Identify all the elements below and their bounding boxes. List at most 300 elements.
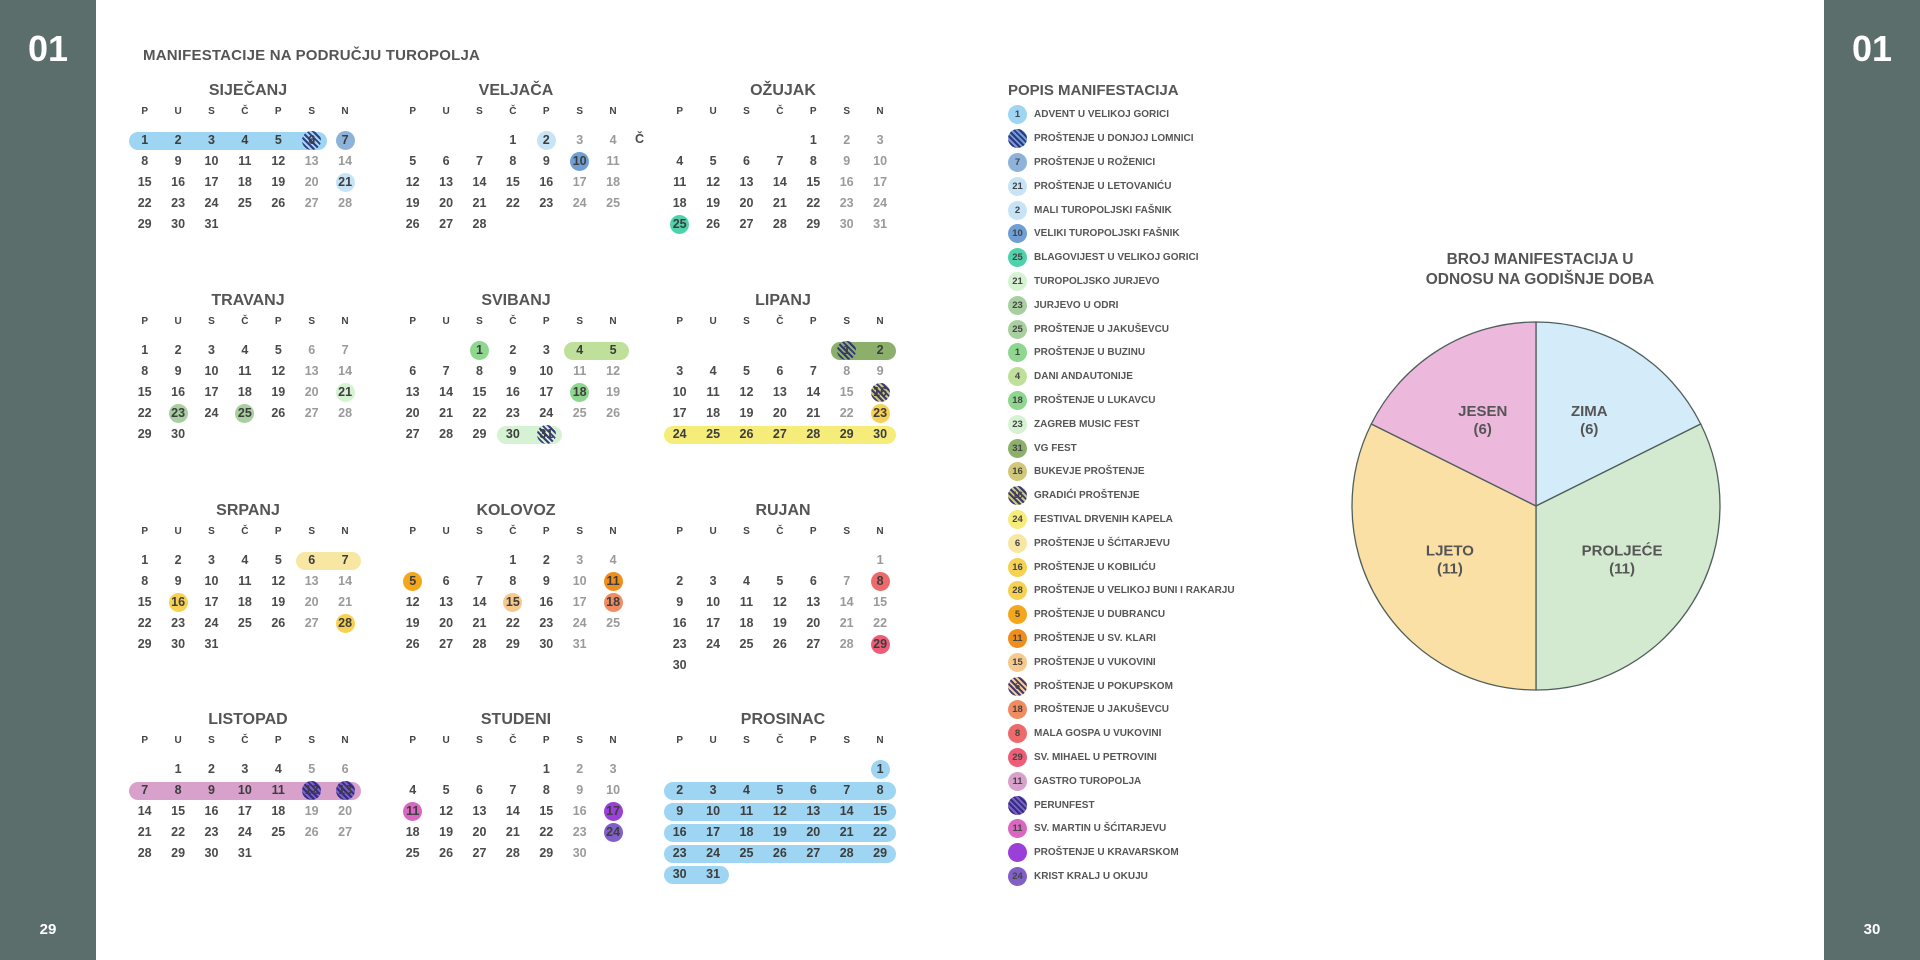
- calendar-day: 20: [806, 825, 821, 839]
- calendar-day: 13: [806, 595, 821, 609]
- legend-event-name: PROŠTENJE U SV. KLARI: [1034, 632, 1156, 644]
- calendar-day: 30: [672, 867, 687, 881]
- month-name: KOLOVOZ: [476, 502, 556, 519]
- calendar-day: [161, 592, 194, 613]
- weekday-label: S: [208, 316, 215, 327]
- calendar-day: 10: [672, 385, 687, 399]
- weekday-label: P: [542, 735, 550, 746]
- calendar-day: 5: [776, 574, 784, 588]
- legend-color-badge: [1008, 796, 1027, 815]
- calendar-day: 3: [876, 133, 884, 147]
- weekday-label: S: [576, 735, 583, 746]
- calendar-day: [161, 403, 194, 424]
- calendar-day: 18: [739, 616, 754, 630]
- calendar-day: 4: [709, 364, 717, 378]
- calendar-day: 22: [137, 406, 152, 420]
- calendar-day: [863, 759, 896, 780]
- pie-label-name: PROLJEĆE: [1581, 542, 1663, 560]
- calendar-day: 14: [472, 595, 487, 609]
- event-day-marker: 1: [470, 341, 489, 360]
- calendar-day: 18: [739, 825, 754, 839]
- event-day-marker: 31: [537, 425, 556, 444]
- weekday-label: U: [174, 526, 182, 537]
- calendar-day: 11: [706, 385, 720, 399]
- event-day-marker: 23: [169, 404, 188, 423]
- calendar-day: 9: [576, 783, 584, 797]
- calendar-day: 19: [739, 406, 754, 420]
- weekday-label: S: [743, 316, 750, 327]
- calendar-day: 20: [304, 385, 319, 399]
- calendar-day: 15: [539, 804, 554, 818]
- calendar-day: 24: [204, 616, 219, 630]
- calendar-day: 15: [873, 804, 888, 818]
- calendar-day: 5: [308, 762, 316, 776]
- month-ožujak: [663, 82, 903, 256]
- weekday-label: S: [476, 316, 483, 327]
- calendar-day: 1: [809, 133, 817, 147]
- calendar-day: 24: [204, 196, 219, 210]
- month-name: PROSINAC: [740, 711, 826, 728]
- month-lipanj: [663, 292, 903, 466]
- weekday-label: S: [843, 526, 850, 537]
- calendar-day: 30: [171, 637, 186, 651]
- calendar-day: 16: [204, 804, 219, 818]
- weekday-label: Č: [509, 106, 517, 117]
- legend-color-badge: 11: [1008, 819, 1027, 838]
- calendar-day: 5: [743, 364, 750, 378]
- month-studeni: [396, 711, 636, 885]
- calendar-day: 2: [676, 783, 684, 797]
- day-grid: [663, 130, 903, 256]
- weekday-label: P: [809, 106, 817, 117]
- day-grid: [128, 759, 368, 885]
- weekday-label: Č: [776, 526, 784, 537]
- calendar-day: 10: [873, 154, 888, 168]
- calendar-day: 8: [141, 574, 149, 588]
- calendar-day: 9: [509, 364, 517, 378]
- weekday-label: S: [476, 526, 483, 537]
- legend-event-name: PROŠTENJE U KOBILIĆU: [1034, 561, 1156, 573]
- day-grid: [663, 550, 903, 676]
- legend-event-name: PROŠTENJE U LETOVANIĆU: [1034, 180, 1172, 192]
- calendar-day: 22: [806, 196, 821, 210]
- calendar-day: 3: [609, 762, 617, 776]
- pie-label-name: ZIMA: [1570, 402, 1608, 420]
- event-day-marker: 13: [336, 781, 355, 800]
- legend-event-name: SV. MARTIN U ŠĆITARJEVU: [1034, 823, 1167, 835]
- calendar-day: 15: [472, 385, 487, 399]
- calendar-day: 11: [739, 804, 754, 818]
- calendar-day: 8: [141, 364, 149, 378]
- calendar-day: 21: [472, 616, 487, 630]
- calendar-day: 20: [439, 616, 454, 630]
- calendar-day: [530, 130, 563, 151]
- calendar-day: 6: [308, 343, 316, 357]
- legend-color-badge: 28: [1008, 581, 1027, 600]
- month-name: TRAVANJ: [211, 292, 285, 309]
- calendar-day: 23: [672, 637, 687, 651]
- calendar-day: 29: [137, 637, 152, 651]
- legend-color-badge: 4: [1008, 367, 1027, 386]
- calendar-day: 7: [809, 364, 817, 378]
- calendar-day: [328, 172, 361, 193]
- pie-title-line2: ODNOSU NA GODIŠNJE DOBA: [1425, 271, 1655, 288]
- legend-item: [1008, 198, 1308, 222]
- calendar-day: 26: [439, 846, 454, 860]
- legend-event-name: ADVENT U VELIKOJ GORICI: [1034, 109, 1170, 121]
- calendar-day: 10: [606, 783, 621, 797]
- calendar-day: 29: [472, 427, 487, 441]
- month-siječanj: [128, 82, 368, 256]
- legend-color-badge: 23: [1008, 415, 1027, 434]
- calendar-day: 28: [137, 846, 152, 860]
- stray-weekday-char: Č: [635, 132, 645, 146]
- weekday-label: U: [709, 316, 717, 327]
- legend-color-badge: 6: [1008, 534, 1027, 553]
- calendar-day: 28: [472, 637, 487, 651]
- calendar-day: 21: [806, 406, 821, 420]
- event-day-marker: 18: [570, 383, 589, 402]
- calendar-day: 12: [606, 364, 621, 378]
- calendar-day: 5: [609, 343, 617, 357]
- weekday-label: N: [341, 526, 349, 537]
- calendar-day: 23: [171, 616, 186, 630]
- calendar-day: 13: [405, 385, 420, 399]
- calendar-day: [563, 382, 596, 403]
- legend-event-name: FESTIVAL DRVENIH KAPELA: [1034, 513, 1173, 525]
- calendar-day: 31: [706, 867, 721, 881]
- calendar-day: 14: [839, 804, 854, 818]
- weekday-label: U: [709, 735, 717, 746]
- weekday-label: P: [141, 316, 149, 327]
- page-title: MANIFESTACIJE NA PODRUČJU TUROPOLJA: [143, 47, 481, 64]
- calendar-day: 2: [174, 553, 182, 567]
- calendar-day: 18: [237, 595, 252, 609]
- weekday-label: N: [609, 526, 617, 537]
- weekday-label: S: [208, 735, 215, 746]
- calendar-day: 21: [338, 595, 353, 609]
- calendar-day: 24: [706, 637, 721, 651]
- event-day-marker: 10: [570, 152, 589, 171]
- calendar-day: 30: [539, 637, 554, 651]
- day-grid: [396, 340, 636, 466]
- legend-item: [1008, 769, 1308, 793]
- calendar-day: 17: [539, 385, 554, 399]
- weekday-label: P: [542, 526, 550, 537]
- weekday-label: P: [676, 106, 684, 117]
- legend-event-name: MALI TUROPOLJSKI FAŠNIK: [1034, 204, 1172, 216]
- calendar-day: 6: [341, 762, 349, 776]
- weekday-label: P: [676, 526, 684, 537]
- day-grid: [663, 340, 903, 466]
- calendar-day: 23: [204, 825, 219, 839]
- calendar-day: 31: [204, 637, 219, 651]
- weekday-label: N: [341, 106, 349, 117]
- calendar-day: 21: [137, 825, 152, 839]
- calendar-day: 7: [341, 553, 349, 567]
- weekday-label: P: [409, 106, 417, 117]
- legend-item: [1008, 222, 1308, 246]
- calendar-day: 3: [208, 133, 215, 147]
- legend-item: [1008, 555, 1308, 579]
- month-name: LISTOPAD: [208, 711, 288, 728]
- legend-event-name: PROŠTENJE U LUKAVCU: [1034, 394, 1156, 406]
- legend-event-name: BUKEVJE PROŠTENJE: [1034, 466, 1145, 478]
- calendar-day: 10: [204, 574, 219, 588]
- calendar-day: 3: [241, 762, 249, 776]
- calendar-day: 14: [505, 804, 520, 818]
- legend-color-badge: 1: [1008, 343, 1027, 362]
- calendar-day: 9: [174, 154, 182, 168]
- legend-color-badge: 25: [1008, 320, 1027, 339]
- weekday-label: S: [743, 735, 750, 746]
- weekday-label: N: [341, 316, 349, 327]
- calendar-day: 4: [676, 154, 684, 168]
- calendar-day: [496, 592, 529, 613]
- calendar-day: 29: [137, 427, 152, 441]
- month-srpanj: [128, 502, 368, 676]
- calendar-day: 2: [843, 133, 851, 147]
- weekday-header: [663, 526, 903, 540]
- calendar-day: 21: [772, 196, 787, 210]
- legend-event-name: PROŠTENJE U POKUPSKOM: [1034, 680, 1173, 692]
- calendar-day: 19: [271, 385, 286, 399]
- calendar-day: 7: [476, 154, 483, 168]
- pie-title-line1: BROJ MANIFESTACIJA U: [1446, 251, 1634, 268]
- calendar-day: 3: [709, 783, 717, 797]
- calendar-day: 5: [709, 154, 717, 168]
- event-day-marker: 5: [403, 572, 422, 591]
- calendar-day: 21: [439, 406, 454, 420]
- calendar-day: 17: [572, 595, 587, 609]
- calendar-day: 6: [308, 553, 316, 567]
- chapter-number-right: 01: [1851, 28, 1893, 69]
- calendar-day: 29: [806, 217, 821, 231]
- weekday-header: [396, 316, 636, 330]
- calendar-day: 26: [606, 406, 621, 420]
- legend-event-name: GASTRO TUROPOLJA: [1034, 775, 1142, 787]
- calendar-day: 9: [843, 154, 851, 168]
- weekday-label: Č: [241, 106, 249, 117]
- legend-item: [1008, 531, 1308, 555]
- calendar-day: 7: [476, 574, 483, 588]
- weekday-label: P: [676, 735, 684, 746]
- legend-event-name: VELIKI TUROPOLJSKI FAŠNIK: [1034, 228, 1180, 240]
- calendar-day: 31: [873, 217, 888, 231]
- pie-label-count: (6): [1580, 420, 1599, 438]
- calendar-day: 14: [772, 175, 787, 189]
- weekday-header: [396, 735, 636, 749]
- weekday-label: P: [809, 526, 817, 537]
- calendar-day: 17: [706, 616, 721, 630]
- month-travanj: [128, 292, 368, 466]
- month-svibanj: [396, 292, 636, 466]
- weekday-label: S: [308, 106, 315, 117]
- calendar-day: 11: [673, 175, 687, 189]
- legend-event-name: PROŠTENJE U KRAVARSKOM: [1034, 847, 1179, 859]
- calendar-day: 30: [873, 427, 888, 441]
- legend-item: [1008, 698, 1308, 722]
- calendar-day: 7: [341, 343, 349, 357]
- calendar-day: 30: [204, 846, 219, 860]
- calendar-day: 24: [237, 825, 252, 839]
- calendar-day: 26: [405, 217, 420, 231]
- legend-item: [1008, 841, 1308, 865]
- calendar-day: 6: [442, 574, 450, 588]
- calendar-day: 8: [509, 154, 517, 168]
- weekday-label: P: [274, 316, 282, 327]
- calendar-day: 10: [539, 364, 554, 378]
- calendar-day: 29: [839, 427, 854, 441]
- calendar-day: [830, 340, 863, 361]
- weekday-label: Č: [241, 735, 249, 746]
- month-name: SIJEČANJ: [208, 82, 288, 99]
- calendar-day: 8: [542, 783, 550, 797]
- weekday-label: S: [843, 735, 850, 746]
- calendar-day: 25: [739, 637, 754, 651]
- calendar-day: 15: [806, 175, 821, 189]
- legend-item: [1008, 627, 1308, 651]
- calendar-day: 22: [539, 825, 554, 839]
- calendar-day: 10: [204, 154, 219, 168]
- calendar-day: 14: [338, 364, 353, 378]
- calendar-day: 9: [208, 783, 215, 797]
- calendar-day: 18: [606, 175, 621, 189]
- legend-item: [1008, 103, 1308, 127]
- legend-event-name: PROŠTENJE U ROŽENICI: [1034, 156, 1156, 168]
- calendar-day: 1: [509, 133, 517, 147]
- calendar-day: 12: [271, 364, 286, 378]
- month-name: SRPANJ: [216, 502, 280, 519]
- month-name: STUDENI: [480, 711, 552, 728]
- calendar-day: [863, 634, 896, 655]
- calendar-day: 27: [739, 217, 754, 231]
- pie-label-name: JESEN: [1458, 402, 1508, 420]
- weekday-label: N: [876, 735, 884, 746]
- event-day-marker: 11: [604, 572, 623, 591]
- legend-color-badge: 16: [1008, 486, 1027, 505]
- calendar-day: 13: [772, 385, 787, 399]
- calendar-day: 11: [238, 574, 252, 588]
- calendar-day: 7: [843, 783, 851, 797]
- calendar-day: 28: [439, 427, 454, 441]
- month-name: SVIBANJ: [481, 292, 551, 309]
- weekday-label: S: [208, 106, 215, 117]
- legend-event-name: DANI ANDAUTONIJE: [1034, 371, 1133, 383]
- calendar-day: 1: [141, 133, 149, 147]
- legend-event-name: MALA GOSPA U VUKOVINI: [1034, 728, 1162, 740]
- legend-event-name: ZAGREB MUSIC FEST: [1034, 418, 1140, 430]
- calendar-day: 17: [706, 825, 721, 839]
- calendar-day: 16: [505, 385, 520, 399]
- calendar-day: 5: [776, 783, 784, 797]
- legend-item: [1008, 817, 1308, 841]
- chapter-number-left: 01: [27, 28, 69, 69]
- calendar-day: 13: [472, 804, 487, 818]
- day-grid: [128, 130, 368, 256]
- calendar-day: 19: [304, 804, 319, 818]
- calendar-day: 20: [338, 804, 353, 818]
- calendar-day: 2: [509, 343, 517, 357]
- right-margin-bar: [1824, 0, 1920, 960]
- calendar-day: 30: [171, 217, 186, 231]
- pie-label-count: (11): [1437, 560, 1463, 578]
- calendar-day: 23: [539, 616, 554, 630]
- legend-event-name: PROŠTENJE U VUKOVINI: [1034, 656, 1156, 668]
- calendar-day: 13: [439, 595, 454, 609]
- month-prosinac: [663, 711, 903, 885]
- calendar-day: 25: [237, 196, 252, 210]
- calendar-day: 12: [706, 175, 721, 189]
- calendar-day: 2: [542, 553, 550, 567]
- calendar-day: 27: [806, 637, 821, 651]
- calendar-day: 3: [576, 553, 584, 567]
- calendar-day: 22: [839, 406, 854, 420]
- weekday-label: P: [141, 735, 149, 746]
- month-name: RUJAN: [755, 502, 811, 519]
- weekday-label: U: [174, 106, 182, 117]
- calendar-day: 4: [241, 553, 249, 567]
- calendar-day: 24: [572, 616, 587, 630]
- calendar-day: 9: [542, 574, 550, 588]
- event-day-marker: 21: [336, 383, 355, 402]
- legend-event-name: GRADIĆI PROŠTENJE: [1034, 490, 1140, 502]
- day-grid: [128, 340, 368, 466]
- calendar-day: 4: [241, 343, 249, 357]
- calendar-day: 24: [706, 846, 721, 860]
- legend-item: [1008, 722, 1308, 746]
- calendar-day: 14: [338, 574, 353, 588]
- calendar-day: 11: [739, 595, 754, 609]
- calendar-day: 9: [876, 364, 884, 378]
- calendar-day: 9: [174, 364, 182, 378]
- event-day-marker: 6: [302, 131, 321, 150]
- calendar-day: 23: [505, 406, 520, 420]
- day-grid: [396, 759, 636, 885]
- calendar-day: 13: [806, 804, 821, 818]
- calendar-day: 10: [572, 574, 587, 588]
- legend-color-badge: 16: [1008, 558, 1027, 577]
- calendar-day: 19: [271, 595, 286, 609]
- weekday-label: U: [174, 735, 182, 746]
- weekday-label: P: [274, 106, 282, 117]
- weekday-label: P: [274, 735, 282, 746]
- calendar-day: 18: [237, 385, 252, 399]
- weekday-label: S: [476, 106, 483, 117]
- calendar-day: 4: [241, 133, 249, 147]
- calendar-day: 17: [204, 175, 219, 189]
- calendar-day: 22: [472, 406, 487, 420]
- event-day-marker: 25: [235, 404, 254, 423]
- calendar-day: 30: [839, 217, 854, 231]
- weekday-label: S: [843, 316, 850, 327]
- calendar-day: 8: [876, 783, 884, 797]
- event-day-marker: 24: [604, 823, 623, 842]
- calendar-day: 20: [304, 595, 319, 609]
- legend-color-badge: 10: [1008, 224, 1027, 243]
- calendar-day: 20: [472, 825, 487, 839]
- legend-item: [1008, 389, 1308, 413]
- calendar-day: 12: [405, 175, 420, 189]
- calendar-day: 5: [442, 783, 450, 797]
- calendar-day: 6: [442, 154, 450, 168]
- calendar-day: 12: [405, 595, 420, 609]
- weekday-header: [128, 106, 368, 120]
- calendar-day: 4: [609, 553, 617, 567]
- calendar-day: 7: [442, 364, 450, 378]
- weekday-header: [128, 735, 368, 749]
- calendar-day: 1: [509, 553, 517, 567]
